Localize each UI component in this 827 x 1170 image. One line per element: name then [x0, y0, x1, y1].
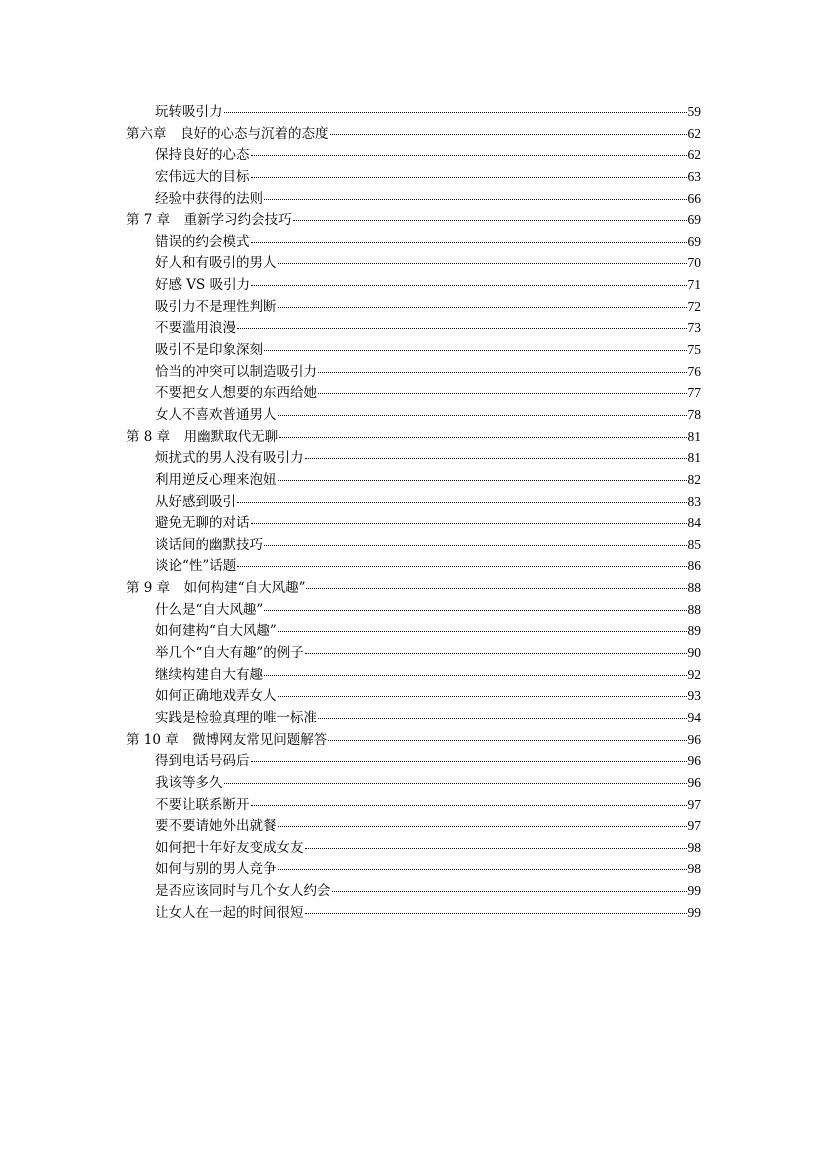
toc-page-number: 84: [687, 515, 701, 531]
toc-page-number: 62: [687, 125, 701, 141]
toc-page-number: 78: [687, 406, 701, 422]
toc-entry-title: 如何建构“自大风趣”: [155, 623, 277, 640]
toc-entry-title: 避免无聊的对话: [155, 515, 250, 532]
toc-section-entry[interactable]: [126, 555, 701, 577]
toc-entry-title: 经验中获得的法则: [155, 190, 263, 207]
toc-page-number: 96: [687, 731, 701, 747]
toc-page-number: 72: [687, 298, 701, 314]
dot-leader: [264, 675, 687, 676]
toc-section-entry[interactable]: [126, 750, 701, 772]
toc-section-entry[interactable]: [126, 772, 701, 794]
toc-entry-title: 利用逆反心理来泡妞: [155, 471, 277, 488]
toc-page-number: 66: [687, 190, 701, 206]
toc-section-entry[interactable]: [126, 469, 701, 491]
toc-page-number: 98: [687, 861, 701, 877]
toc-page-number: 85: [687, 536, 701, 552]
toc-page-number: 88: [687, 601, 701, 617]
toc-page-number: 62: [687, 147, 701, 163]
toc-section-entry[interactable]: [126, 858, 701, 880]
toc-page-number: 97: [687, 818, 701, 834]
dot-leader: [251, 242, 687, 243]
toc-entry-title: 保持良好的心态: [155, 147, 250, 164]
toc-section-entry[interactable]: [126, 491, 701, 513]
toc-section-entry[interactable]: [126, 339, 701, 361]
toc-section-entry[interactable]: [126, 534, 701, 556]
toc-section-entry[interactable]: [126, 794, 701, 816]
toc-section-entry[interactable]: [126, 296, 701, 318]
dot-leader: [237, 328, 687, 329]
toc-section-entry[interactable]: [126, 361, 701, 383]
toc-section-entry[interactable]: [126, 642, 701, 664]
toc-entry-title: 从好感到吸引: [155, 493, 236, 510]
toc-page-number: 81: [687, 450, 701, 466]
toc-entry-title: 恰当的冲突可以制造吸引力: [155, 363, 317, 380]
dot-leader: [278, 631, 687, 632]
dot-leader: [224, 783, 687, 784]
toc-entry-title: 烦扰式的男人没有吸引力: [155, 450, 304, 467]
toc-entry-title: 得到电话号码后: [155, 753, 250, 770]
toc-entry-title: 女人不喜欢普通男人: [155, 406, 277, 423]
dot-leader: [264, 199, 687, 200]
dot-leader: [251, 761, 687, 762]
toc-entry-title: 实践是检验真理的唯一标准: [155, 709, 317, 726]
dot-leader: [251, 155, 687, 156]
toc-section-entry[interactable]: [126, 382, 701, 404]
toc-entry-title: 好人和有吸引的男人: [155, 255, 277, 272]
toc-entry-title: 如何正确地戏弄女人: [155, 688, 277, 705]
toc-section-entry[interactable]: [126, 317, 701, 339]
toc-page-number: 70: [687, 255, 701, 271]
toc-section-entry[interactable]: [126, 144, 701, 166]
toc-entry-title: 第六章 良好的心态与沉着的态度: [126, 125, 329, 142]
toc-section-entry[interactable]: [126, 274, 701, 296]
toc-section-entry[interactable]: [126, 664, 701, 686]
toc-chapter-entry[interactable]: [126, 577, 701, 599]
dot-leader: [305, 848, 687, 849]
toc-section-entry[interactable]: [126, 231, 701, 253]
toc-entry-title: 不要滥用浪漫: [155, 320, 236, 337]
dot-leader: [305, 653, 687, 654]
dot-leader: [330, 134, 687, 135]
toc-entry-title: 第 10 章 微博网友常见问题解答: [126, 731, 328, 748]
dot-leader: [328, 740, 686, 741]
toc-entry-title: 如何与别的男人竞争: [155, 861, 277, 878]
toc-section-entry[interactable]: [126, 620, 701, 642]
dot-leader: [264, 610, 686, 611]
toc-section-entry[interactable]: [126, 815, 701, 837]
toc-entry-title: 什么是“自大风趣”: [155, 601, 264, 618]
toc-page-number: 83: [687, 493, 701, 509]
toc-page-number: 69: [687, 212, 701, 228]
dot-leader: [251, 805, 687, 806]
toc-chapter-entry[interactable]: [126, 729, 701, 751]
toc-page-number: 69: [687, 233, 701, 249]
toc-page-number: 90: [687, 645, 701, 661]
dot-leader: [278, 696, 687, 697]
toc-entry-title: 举几个“自大有趣”的例子: [155, 645, 304, 662]
toc-section-entry[interactable]: [126, 880, 701, 902]
toc-page-number: 98: [687, 839, 701, 855]
toc-chapter-entry[interactable]: [126, 426, 701, 448]
toc-page-number: 59: [687, 104, 701, 119]
toc-entry-title: 我该等多久: [155, 774, 223, 791]
dot-leader: [251, 523, 687, 524]
toc-entry-title: 继续构建自大有趣: [155, 666, 263, 683]
dot-leader: [305, 458, 687, 459]
toc-page-number: 96: [687, 774, 701, 790]
toc-page-number: 94: [687, 709, 701, 725]
dot-leader: [278, 869, 687, 870]
toc-entry-title: 好感 VS 吸引力: [155, 277, 251, 294]
toc-page-number: 71: [687, 277, 701, 293]
toc-page-number: 99: [687, 904, 701, 920]
toc-section-entry[interactable]: [126, 512, 701, 534]
dot-leader: [278, 826, 687, 827]
dot-leader: [278, 263, 687, 264]
dot-leader: [278, 415, 687, 416]
dot-leader: [318, 718, 687, 719]
toc-entry-title: 谈论“性”话题: [155, 558, 237, 575]
toc-page-number: 86: [687, 558, 701, 574]
toc-page-number: 96: [687, 753, 701, 769]
toc-section-entry[interactable]: [126, 404, 701, 426]
toc-entry-title: 第 8 章 用幽默取代无聊: [126, 428, 279, 445]
dot-leader: [264, 545, 687, 546]
toc-section-entry[interactable]: [126, 252, 701, 274]
toc-page-number: 75: [687, 342, 701, 358]
toc-section-entry[interactable]: [126, 447, 701, 469]
toc-entry-title: 要不要请她外出就餐: [155, 818, 277, 835]
dot-leader: [237, 502, 687, 503]
dot-leader: [224, 112, 687, 113]
table-of-contents: [126, 101, 701, 923]
toc-page-number: 93: [687, 688, 701, 704]
toc-page-number: 73: [687, 320, 701, 336]
dot-leader: [264, 350, 687, 351]
toc-entry-title: 错误的约会模式: [155, 233, 250, 250]
toc-page-number: 88: [687, 580, 701, 596]
toc-page-number: 89: [687, 623, 701, 639]
toc-page-number: 99: [687, 883, 701, 899]
toc-page-number: 81: [687, 428, 701, 444]
toc-page-number: 92: [687, 666, 701, 682]
toc-entry-title: 吸引不是印象深刻: [155, 342, 263, 359]
dot-leader: [237, 566, 686, 567]
toc-page-number: 82: [687, 471, 701, 487]
toc-chapter-entry[interactable]: [126, 123, 701, 145]
dot-leader: [306, 588, 686, 589]
toc-section-entry[interactable]: [126, 188, 701, 210]
dot-leader: [318, 393, 687, 394]
dot-leader: [332, 891, 687, 892]
toc-entry-title: 如何把十年好友变成女友: [155, 839, 304, 856]
toc-entry-title: 是否应该同时与几个女人约会: [155, 883, 331, 900]
toc-entry-title: 不要让联系断开: [155, 796, 250, 813]
toc-section-entry[interactable]: [126, 707, 701, 729]
dot-leader: [278, 307, 687, 308]
toc-page-number: 77: [687, 385, 701, 401]
toc-entry-title: 宏伟远大的目标: [155, 168, 250, 185]
dot-leader: [251, 285, 686, 286]
dot-leader: [293, 220, 687, 221]
dot-leader: [279, 437, 686, 438]
toc-section-entry[interactable]: [126, 837, 701, 859]
toc-entry-title: 让女人在一起的时间很短: [155, 904, 304, 921]
toc-entry-title: 第 9 章 如何构建“自大风趣”: [126, 580, 306, 597]
toc-entry-title: 第 7 章 重新学习约会技巧: [126, 212, 292, 229]
toc-page-number: 97: [687, 796, 701, 812]
toc-page-number: 76: [687, 363, 701, 379]
toc-section-entry[interactable]: [126, 902, 701, 924]
dot-leader: [251, 177, 687, 178]
toc-entry-title: 不要把女人想要的东西给她: [155, 385, 317, 402]
dot-leader: [305, 913, 687, 914]
dot-leader: [278, 480, 687, 481]
toc-chapter-entry[interactable]: [126, 209, 701, 231]
toc-entry-title: 吸引力不是理性判断: [155, 298, 277, 315]
toc-section-entry[interactable]: [126, 685, 701, 707]
toc-section-entry[interactable]: [126, 166, 701, 188]
toc-section-entry[interactable]: [126, 101, 701, 123]
toc-entry-title: 玩转吸引力: [155, 104, 223, 120]
toc-page-number: 63: [687, 168, 701, 184]
toc-entry-title: 谈话间的幽默技巧: [155, 536, 263, 553]
toc-section-entry[interactable]: [126, 599, 701, 621]
dot-leader: [318, 372, 687, 373]
